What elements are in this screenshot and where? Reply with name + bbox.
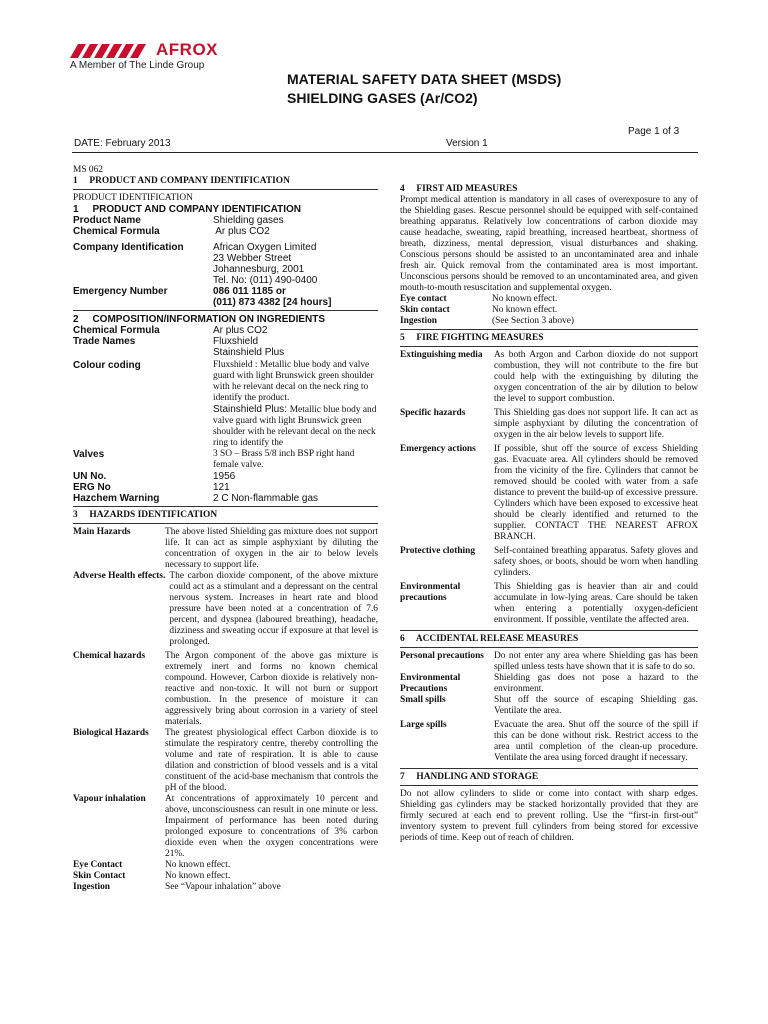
left-column — [73, 165, 378, 893]
fire-row — [400, 444, 698, 543]
section-divider — [400, 346, 698, 347]
fire-row — [400, 546, 698, 579]
section-6-heading: 6 ACCIDENTAL RELEASE MEASURES — [400, 634, 579, 644]
valves-row — [73, 449, 378, 471]
field-label: Valves — [73, 449, 105, 460]
section-2-heading: 2 COMPOSITION/INFORMATION ON INGREDIENTS — [73, 314, 326, 325]
field-row — [73, 215, 378, 226]
field-label: Environmental Precautions — [400, 673, 461, 694]
field-value: At concentrations of approximately 10 percent and above, unconsciousness can result in one minute or less. Impairment of performance has been noted during prolonged exposure to concentrations of 3% carbon dioxide even when the oxygen concentrations were 21%. — [165, 794, 378, 859]
field-label: Protective clothing — [400, 546, 476, 556]
field-row — [73, 482, 378, 493]
field-value: The above listed Shielding gas mixture does not support life. It can act as simple asphyxiant by diluting the concentration of oxygen in the air to below levels necessary to support life. — [165, 527, 378, 570]
hazard-row — [73, 527, 378, 571]
section-divider — [400, 768, 698, 769]
field-label: Small spills — [400, 695, 446, 705]
release-row — [400, 695, 698, 717]
field-value: 3 SO – Brass 5/8 inch BSP right hand female valve. — [213, 449, 355, 470]
field-value: Shielding gases — [213, 215, 284, 226]
s3-rows — [73, 527, 378, 893]
logo-subtitle: A Member of The Linde Group — [70, 60, 205, 71]
field-label: Emergency Number — [73, 286, 168, 297]
field-row — [73, 336, 378, 347]
field-label: Personal precautions — [400, 651, 484, 661]
fire-row — [400, 350, 698, 405]
emergency-line: 086 011 1185 or — [213, 286, 286, 297]
release-row — [400, 720, 698, 764]
document-date: DATE: February 2013 — [74, 138, 171, 149]
field-label: Biological Hazards — [73, 728, 149, 738]
section-divider — [73, 310, 378, 311]
emergency-row — [73, 286, 378, 308]
s4-rows — [400, 294, 698, 327]
field-label: Extinguishing media — [400, 350, 483, 360]
field-label: Ingestion — [400, 316, 437, 326]
handling-text: Do not allow cylinders to slide or come into contact with sharp edges. Shielding gas cylinders may be stacked horizontally provided that they are firmly secured at each end to prevent rolling. Use the “first-in first-out” inventory system to prevent full cylinders from being stored for excessive periods of time. Keep out of reach of children. — [400, 789, 698, 843]
field-label: Chemical Formula — [73, 226, 160, 237]
company-row — [73, 242, 378, 286]
field-value: See “Vapour inhalation” above — [165, 882, 281, 892]
section-divider — [400, 329, 698, 330]
section-4-heading: 4 FIRST AID MEASURES — [400, 184, 518, 194]
header-divider — [72, 152, 698, 153]
document-version: Version 1 — [446, 138, 488, 149]
field-row — [400, 294, 698, 305]
field-label: Skin contact — [400, 305, 450, 315]
colour-text-lead: Stainshield Plus: — [213, 404, 290, 415]
hazard-row — [73, 571, 378, 648]
hazard-row — [73, 860, 378, 871]
section-divider — [73, 189, 378, 190]
field-label: Vapour inhalation — [73, 794, 146, 804]
section-1-heading-repeat: 1 PRODUCT AND COMPANY IDENTIFICATION — [73, 204, 301, 215]
section-5-heading: 5 FIRE FIGHTING MEASURES — [400, 333, 544, 343]
field-value: The Argon component of the above gas mixture is extremely inert and forms no known chemical compound. However, Carbon dioxide is relatively non-reactive and non-toxic. It will not burn or support combustion. In the presence of moisture it can aggressively bring about corrosion in a variety of steel materials. — [165, 651, 378, 727]
hazard-row — [73, 651, 378, 728]
address-line: Tel. No: (011) 490-0400 — [213, 275, 318, 286]
document-subtitle: SHIELDING GASES (Ar/CO2) — [287, 90, 478, 106]
field-label: Specific hazards — [400, 408, 466, 418]
field-value: No known effect. — [492, 305, 558, 315]
field-value: No known effect. — [492, 294, 558, 304]
field-value: The carbon dioxide component, of the above mixture could act as a stimulant and a depressant on the central nervous system. Increases in heart rate and blood pressure have been noted at a concentration of 7.6 percent, and dyspnea (laboured breathing), headache, dizziness and sweating occur if exposure at that level is prolonged. — [169, 571, 378, 647]
first-aid-text: Prompt medical attention is mandatory in all cases of overexposure to any of the Shielding gases. Rescue personnel should be equipped with self-contained breathing apparatus. Relatively low concentrations of carbon dioxide may cause headache, sweating, rapid breathing, increased heartbeat, shortness of breath, dizziness, mental depression, visual disturbances and shaking. Conscious persons should be assisted to an uncontaminated area and inhale fresh air. Quick removal from the contaminated area is most important. Unconscious persons should be removed to an uncontaminated area, and given mouth-to-mouth resuscitation and supplemental oxygen. — [400, 195, 698, 293]
colour-text-fluxshield: Fluxshield : Metallic blue body and valve guard with light Brunswick green shoulder with he relevant decal on the neck ring to identify the product. — [213, 360, 374, 403]
section-7-heading: 7 HANDLING AND STORAGE — [400, 772, 539, 782]
field-value: 121 — [213, 482, 230, 493]
field-label: Emergency actions — [400, 444, 476, 454]
fire-row — [400, 408, 698, 441]
field-value: As both Argon and Carbon dioxide do not support combustion, they will not contribute to the fire but could help with the extinguishing by diluting the oxygen concentration of the air by dilution to below the level to support combustion. — [494, 350, 698, 404]
field-label: ERG No — [73, 482, 111, 493]
s5-rows — [400, 350, 698, 626]
field-label: Chemical hazards — [73, 651, 146, 661]
field-row — [73, 493, 378, 504]
s2-rows — [73, 325, 378, 504]
address-line: African Oxygen Limited — [213, 242, 317, 253]
fire-row — [400, 582, 698, 626]
document-title: MATERIAL SAFETY DATA SHEET (MSDS) — [287, 71, 562, 87]
release-row — [400, 651, 698, 673]
field-value: Do not enter any area where Shielding gas has been spilled unless tests have shown that it is safe to do so. — [494, 651, 698, 672]
field-label: Main Hazards — [73, 527, 131, 537]
field-label: Colour coding — [73, 360, 141, 371]
field-row — [400, 316, 698, 327]
field-value: This Shielding gas does not support life. It can act as simple asphyxiant by diluting the concentration of oxygen in the air below levels to support life. — [494, 408, 698, 440]
field-value: Shut off the source of escaping Shielding gas. Ventilate the area. — [494, 695, 698, 716]
field-label — [73, 347, 213, 358]
emergency-line: (011) 873 4382 [24 hours] — [213, 297, 332, 308]
emergency-numbers — [213, 286, 378, 308]
colour-text — [213, 360, 378, 449]
s1-rows — [73, 215, 378, 308]
field-row — [73, 471, 378, 482]
logo-text: AFROX — [156, 40, 218, 59]
field-value: Stainshield Plus — [213, 347, 285, 358]
section-divider — [73, 523, 378, 524]
logo-stripes-icon — [70, 44, 152, 58]
section-divider — [400, 785, 698, 786]
hazard-row — [73, 882, 378, 893]
field-value: 1956 — [213, 471, 236, 482]
field-label: Trade Names — [73, 336, 136, 347]
section-1-subheading: PRODUCT IDENTIFICATION — [73, 193, 193, 203]
field-label: Eye contact — [400, 294, 447, 304]
field-label: Environmental precautions — [400, 582, 461, 603]
field-value: No known effect. — [165, 871, 231, 881]
field-value: This Shielding gas is heavier than air and could accumulate in low-lying areas. Care should be taken when entering a potentially oxygen-deficient environment. If possible, ventilate the affected area. — [494, 582, 698, 625]
right-column — [400, 184, 698, 844]
field-label: Ingestion — [73, 882, 110, 892]
hazard-row — [73, 728, 378, 794]
section-3-heading: 3 HAZARDS IDENTIFICATION — [73, 510, 218, 520]
field-row — [73, 226, 378, 237]
colour-row — [73, 360, 378, 449]
field-label: Eye Contact — [73, 860, 123, 870]
hazard-row — [73, 794, 378, 860]
address-line: Johannesburg, 2001 — [213, 264, 305, 275]
field-value: Ar plus CO2 — [213, 226, 270, 237]
field-value: Evacuate the area. Shut off the source of the spill if this can be done without risk. Restrict access to the area until completion of the clean-up procedure. Ventilate the area using forced draught if necessary. — [494, 720, 698, 763]
field-label: Company Identification — [73, 242, 184, 253]
field-value: Shielding gas does not pose a hazard to the environment. — [494, 673, 698, 694]
field-value: Fluxshield — [213, 336, 259, 347]
address-line: 23 Webber Street — [213, 253, 292, 264]
colour-text-stainshield: Metallic blue body and valve guard with light Brunswick green shoulder with he relevant decal on the neck ring to identify the — [213, 405, 377, 448]
s6-rows — [400, 651, 698, 764]
field-row — [400, 305, 698, 316]
field-row — [73, 347, 378, 358]
field-value: No known effect. — [165, 860, 231, 870]
field-label: Large spills — [400, 720, 447, 730]
field-value: The greatest physiological effect Carbon dioxide is to stimulate the respiratory centre, thereby controlling the volume and rate of respiration. It is able to cause dilation and constriction of blood vessels and is a vital constituent of the acid-base mechanism that controls the pH of the blood. — [165, 728, 378, 793]
page-number: Page 1 of 3 — [628, 126, 680, 137]
field-label: UN No. — [73, 471, 107, 482]
doc-code: MS 062 — [73, 165, 103, 175]
field-value: If possible, shut off the source of excess Shielding gas. Evacuate area. All cylinders should be removed from the vicinity of the fire. Cylinders that cannot be removed should be cooled with water from a safe distance to prevent the build-up of excessive pressure. Cylinders which have been exposed to excessive heat should be clearly identified and returned to the supplier. CONTACT THE NEAREST AFROX BRANCH. — [494, 444, 698, 542]
field-row — [73, 325, 378, 336]
field-label: Hazchem Warning — [73, 493, 160, 504]
company-address — [213, 242, 378, 286]
afrox-logo — [70, 40, 220, 80]
field-value: Self-contained breathing apparatus. Safety gloves and safety shoes, or boots, should be worn when handling cylinders. — [494, 546, 698, 578]
field-label: Product Name — [73, 215, 141, 226]
field-value: (See Section 3 above) — [492, 316, 575, 326]
field-value: Ar plus CO2 — [213, 325, 268, 336]
field-label: Chemical Formula — [73, 325, 160, 336]
field-label: Adverse Health effects. — [73, 571, 166, 581]
field-value: 2 C Non-flammable gas — [213, 493, 319, 504]
section-divider — [400, 647, 698, 648]
section-1-heading: 1 PRODUCT AND COMPANY IDENTIFICATION — [73, 176, 290, 186]
field-label: Skin Contact — [73, 871, 126, 881]
section-divider — [73, 506, 378, 507]
release-row — [400, 673, 698, 695]
hazard-row — [73, 871, 378, 882]
section-divider — [400, 630, 698, 631]
